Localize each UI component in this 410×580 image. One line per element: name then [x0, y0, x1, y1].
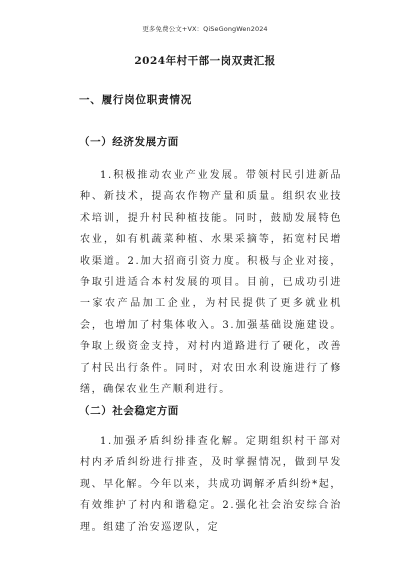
header-banner: 更多免费公文+VX：QiSeGongWen2024: [142, 25, 268, 33]
document-title: 2024年村干部一岗双责汇报: [134, 55, 276, 67]
subsection-heading-economy: （一）经济发展方面: [79, 136, 179, 148]
subsection-heading-stability: （二）社会稳定方面: [79, 405, 179, 417]
paragraph-economy: 1.积极推动农业产业发展。带领村民引进新品种、新技术，提高农作物产量和质量。组织农业技术培训，提升村民种植技能。同时，鼓励发展特色农业，如有机蔬菜种植、水果采摘等，拓宽村民增收渠道。2.加大招商引资力度。积极与企业对接，争取引进适合本村发展的项目。目前，已成功引进一家农产品加工企业，为村民提供了更多就业机会，也增加了村集体收入。3.加强基础设施建设。争取上级资金支持，对村内道路进行了硬化，改善了村民出行条件。同时，对农田水利设施进行了修缮，确保农业生产顺利进行。: [80, 170, 342, 396]
section-heading-duties: 一、履行岗位职责情况: [79, 94, 192, 106]
paragraph-stability: 1.加强矛盾纠纷排查化解。定期组织村干部对村内矛盾纠纷进行排查，及时掌握情况，做到早发现、早化解。今年以来，共成功调解矛盾纠纷*起，有效维护了村内和谐稳定。2.强化社会治安综合治理。组建了治安巡逻队，定: [80, 436, 342, 533]
